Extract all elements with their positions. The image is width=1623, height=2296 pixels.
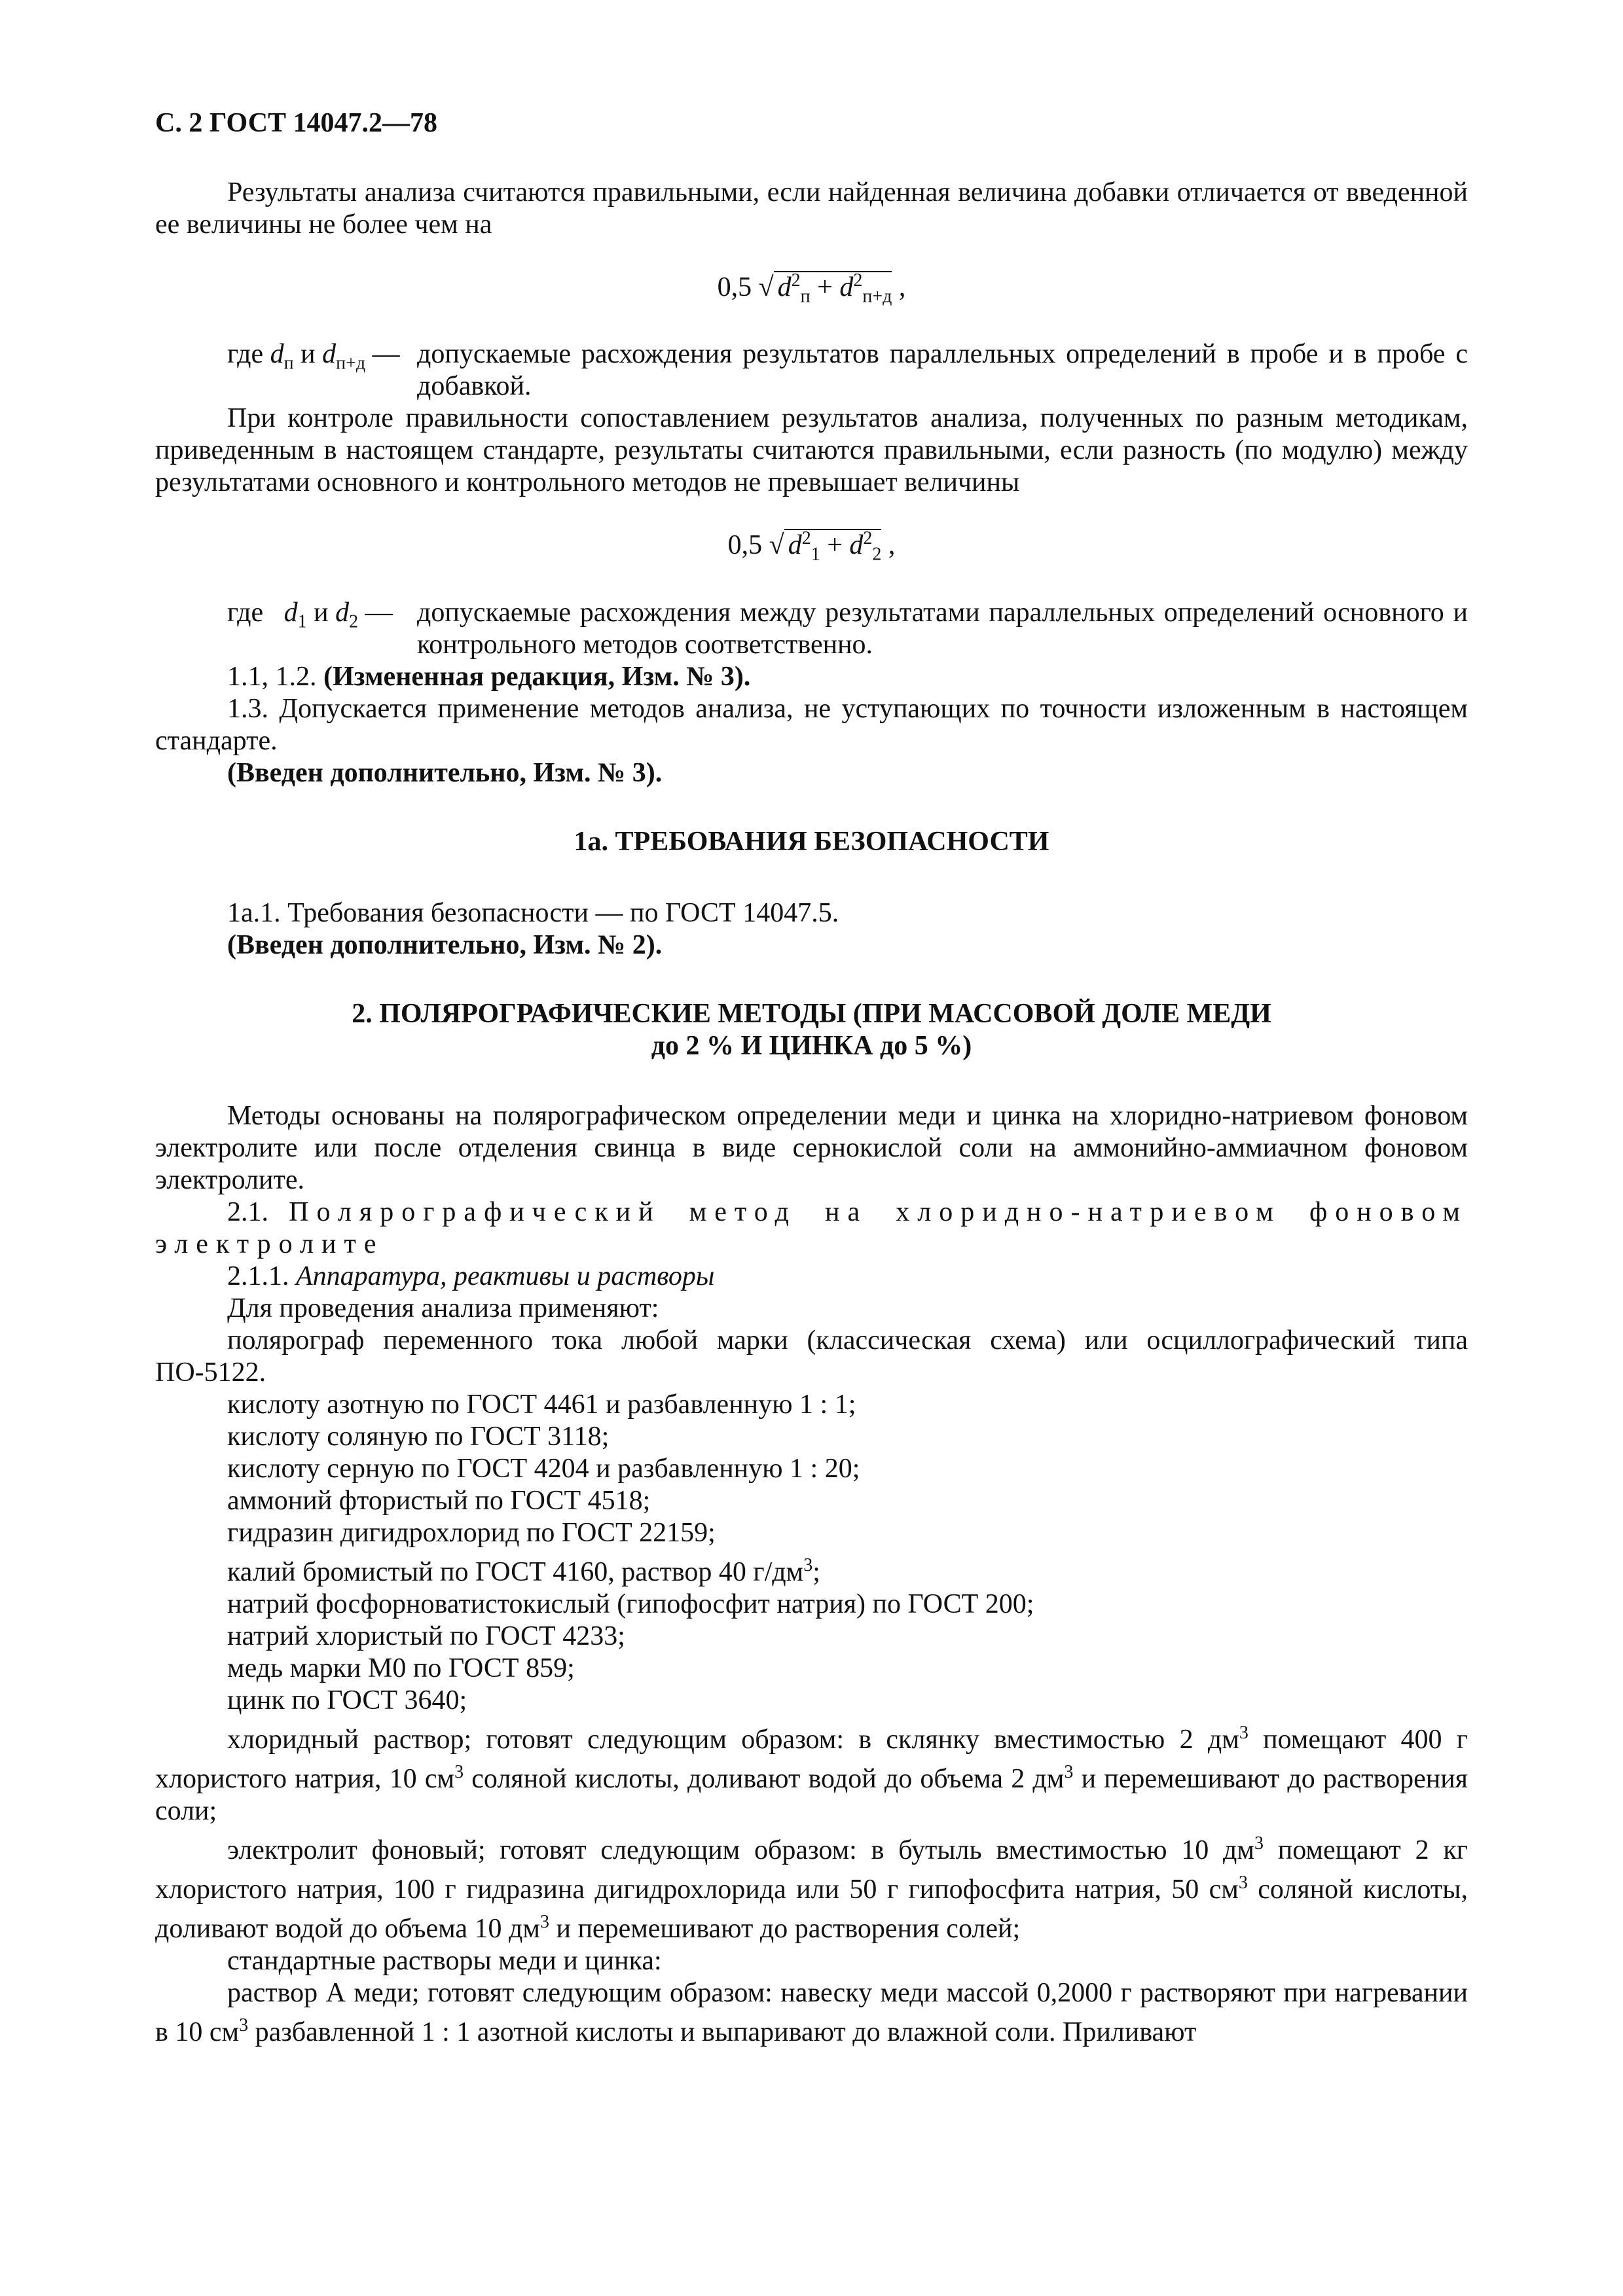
text-run: раствор А меди; готовят следующим образом: навеску меди массой 0,2000 г растворяют при нагревании в 10 см <box>155 1977 1468 2047</box>
list-item-text: ; <box>812 1556 820 1587</box>
amendment-text: (Измененная редакция, Изм. № 3). <box>323 661 751 692</box>
text-run: соляной кислоты, доливают водой до объема 10 дм <box>155 1874 1468 1944</box>
subsection-title: Аппаратура, реактивы и растворы <box>296 1261 715 1291</box>
text-run: хлоридный раствор; готовят следующим образом: в склянку вместимостью 2 дм <box>227 1724 1239 1755</box>
where-definition-1 <box>155 338 1468 403</box>
section-heading-2-line1: 2. ПОЛЯРОГРАФИЧЕСКИЕ МЕТОДЫ (ПРИ МАССОВОЙ ДОЛЕ МЕДИ <box>352 998 1271 1029</box>
where-sub: 1 <box>297 611 307 632</box>
formula-1: 0,5 √ $d^2_п + d^2_{п+д}$ , <box>717 270 906 307</box>
amendment-note-2: (Введен дополнительно, Изм. № 3). <box>227 757 663 788</box>
where-symbol: d <box>283 597 298 628</box>
where-dash: — <box>365 597 393 628</box>
paragraph-electrolyte <box>155 1827 1468 1945</box>
formula-coef: 0,5 <box>727 530 763 561</box>
where-word: где <box>227 339 264 370</box>
text-run: электролит фоновый; готовят следующим образом: в бутыль вместимостью 10 дм <box>227 1835 1254 1865</box>
formula-tail: , <box>888 530 896 561</box>
where-label <box>155 597 417 661</box>
section-heading-2-line2: до 2 % И ЦИНКА до 5 %) <box>651 1030 972 1061</box>
paragraph-results: Результаты анализа считаются правильными, если найденная величина добавки отличается от введенной ее величины не более чем на <box>155 177 1468 240</box>
paragraph-methods: Методы основаны на полярографическом определении меди и цинка на хлоридно-натриевом фоновом электролите или после отделения свинца в виде сернокислой соли на аммонийно-аммиачном фоновом электролите. <box>155 1100 1468 1195</box>
superscript: 3 <box>803 1554 813 1575</box>
paragraph-chloride-solution <box>155 1717 1468 1827</box>
where-text: допускаемые расхождения результатов параллельных определений в пробе и в пробе с добавкой. <box>417 339 1468 402</box>
where-and: и <box>301 339 316 370</box>
superscript: 3 <box>239 2015 249 2036</box>
paragraph-solution-a <box>155 1977 1468 2049</box>
list-item: аммоний фтористый по ГОСТ 4518; <box>227 1485 651 1516</box>
paragraph-apply: Для проведения анализа применяют: <box>227 1293 659 1323</box>
where-symbol: d <box>270 339 284 370</box>
list-item: натрий хлористый по ГОСТ 4233; <box>227 1621 625 1651</box>
list-item: кислоту серную по ГОСТ 4204 и разбавленную 1 : 20; <box>227 1453 860 1484</box>
where-symbol: d <box>322 339 337 370</box>
where-sub: 2 <box>349 611 359 632</box>
formula-sub: 2 <box>872 544 882 565</box>
paragraph-polarograph: полярограф переменного тока любой марки (классическая схема) или осциллографический типа ПО-5122. <box>155 1325 1468 1388</box>
formula-coef: 0,5 <box>717 272 752 302</box>
paragraph-1-3: 1.3. Допускается применение методов анализа, не уступающих по точности изложенным в настоящем стандарте. <box>155 693 1468 756</box>
clause-number: 2.1.1. <box>227 1261 289 1291</box>
amendment-note-1 <box>155 661 1468 693</box>
text-run: и перемешивают до растворения солей; <box>549 1913 1021 1944</box>
formula-sup: 2 <box>863 528 873 549</box>
text-run: разбавленной 1 : 1 азотной кислоты и выпаривают до влажной соли. Приливают <box>248 2017 1197 2047</box>
paragraph-standard-solutions: стандартные растворы меди и цинка: <box>227 1945 662 1976</box>
formula-sup: 2 <box>853 270 863 291</box>
formula-tail: , <box>898 272 906 302</box>
superscript: 3 <box>454 1761 464 1782</box>
formula-sub: 1 <box>811 544 820 565</box>
list-item-text: калий бромистый по ГОСТ 4160, раствор 40 г/дм <box>227 1556 804 1587</box>
where-and: и <box>314 597 329 628</box>
superscript: 3 <box>1064 1761 1074 1782</box>
document-body <box>155 177 1468 2049</box>
where-word: где <box>227 597 264 628</box>
text-run: помещают 2 кг хлористого натрия, 100 г гидразина дигидрохлорида или 50 г гипофосфита натрия, 50 см <box>155 1835 1468 1905</box>
where-dash: — <box>372 339 400 370</box>
list-item: кислоту азотную по ГОСТ 4461 и разбавленную 1 : 1; <box>227 1389 856 1420</box>
list-item: медь марки М0 по ГОСТ 859; <box>227 1653 575 1683</box>
formula-plus: + <box>817 272 833 302</box>
formula-plus: + <box>827 530 843 561</box>
formula-symbol: d <box>839 272 854 302</box>
superscript: 3 <box>1254 1833 1264 1854</box>
list-item: цинк по ГОСТ 3640; <box>227 1685 467 1715</box>
superscript: 3 <box>539 1911 549 1932</box>
paragraph-1a-1: 1а.1. Требования безопасности — по ГОСТ 14047.5. <box>227 897 839 928</box>
text-run: помещают 400 г хлористого натрия, 10 см <box>155 1724 1468 1794</box>
superscript: 3 <box>1239 1722 1249 1743</box>
subsection-title: Полярографический метод на хлоридно-натриевом фоновом электролите <box>155 1196 1468 1259</box>
section-heading-1a: 1а. ТРЕБОВАНИЯ БЕЗОПАСНОСТИ <box>574 826 1049 857</box>
formula-2: 0,5 √ $d^2_1 + d^2_2$ , <box>727 528 896 565</box>
where-label <box>155 338 417 403</box>
paragraph-control: При контроле правильности сопоставлением результатов анализа, полученных по разным методикам, приведенным в настоящем стандарте, результаты считаются правильными, если разность (по модулю) между результатами основного и контрольного методов не превышает величины <box>155 403 1468 498</box>
formula-sub: п <box>800 286 811 307</box>
formula-symbol: d <box>788 530 802 561</box>
subsection-2-1-1 <box>155 1261 1468 1293</box>
where-definition-2 <box>155 597 1468 661</box>
list-item <box>155 1549 1468 1588</box>
formula-radicand <box>774 270 892 307</box>
list-item: гидразин дигидрохлорид по ГОСТ 22159; <box>227 1517 716 1548</box>
formula-sup: 2 <box>801 528 811 549</box>
list-item: натрий фосфорноватистокислый (гипофосфит натрия) по ГОСТ 200; <box>227 1588 1034 1619</box>
superscript: 3 <box>1238 1872 1248 1893</box>
clause-number: 1.1, 1.2. <box>227 661 317 692</box>
where-symbol: d <box>335 597 350 628</box>
page-header: С. 2 ГОСТ 14047.2—78 <box>155 108 438 138</box>
formula-symbol: d <box>849 530 864 561</box>
amendment-note-3: (Введен дополнительно, Изм. № 2). <box>227 929 663 960</box>
where-text: допускаемые расхождения между результатами параллельных определений основного и контрольного методов соответственно. <box>417 597 1468 660</box>
subsection-2-1 <box>155 1196 1468 1261</box>
formula-symbol: d <box>777 272 792 302</box>
text-run: и перемешивают до растворения соли; <box>155 1763 1468 1826</box>
list-item: кислоту соляную по ГОСТ 3118; <box>227 1421 610 1452</box>
text-run: соляной кислоты, доливают водой до объема 2 дм <box>464 1763 1065 1794</box>
formula-sup: 2 <box>791 270 801 291</box>
where-sub: п+д <box>336 353 366 374</box>
clause-number: 2.1. <box>227 1196 268 1227</box>
formula-sub: п+д <box>862 286 892 307</box>
where-sub: п <box>283 353 294 374</box>
